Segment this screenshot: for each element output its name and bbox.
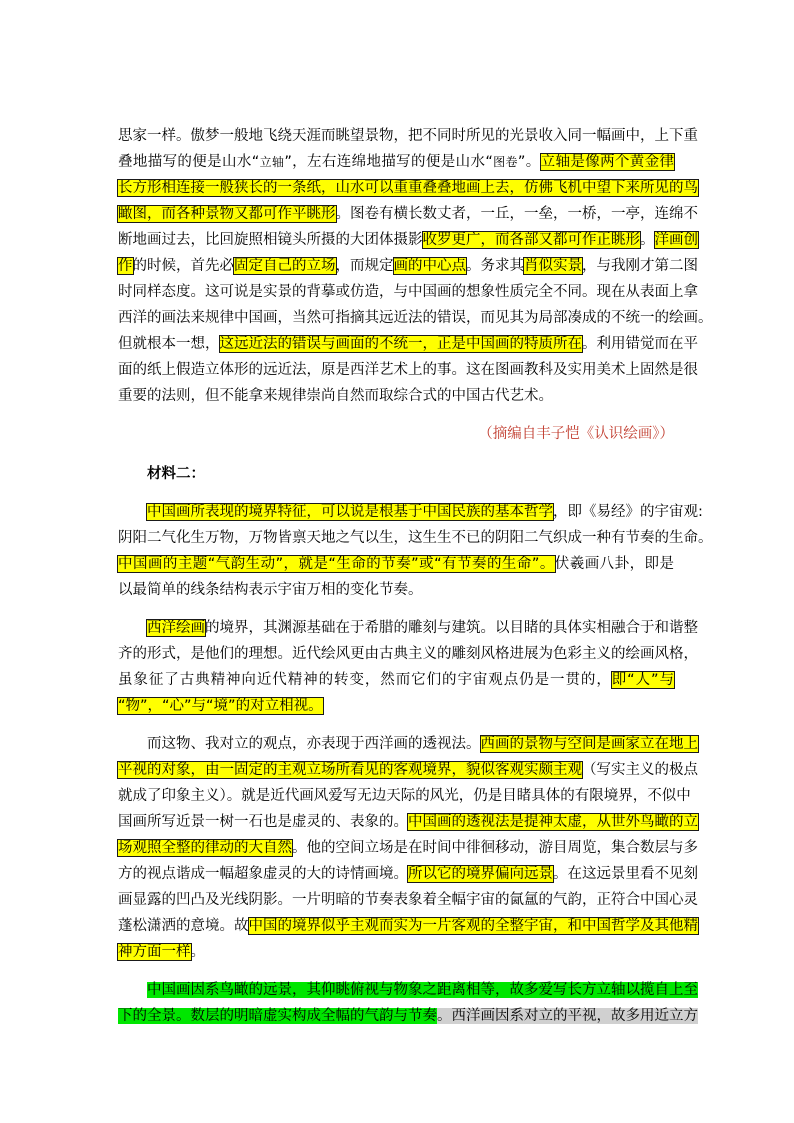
text-line (147, 978, 698, 1002)
highlighted-text: 收罗更广，而各部又都可作正眺形 (422, 232, 640, 248)
text-segment: 。图卷有横长数丈者，一丘，一垒，一桥，一亭，连绵不 (335, 206, 698, 222)
text-segment: 思家一样。傲梦一般地飞绕天涯而眺望景物，把不同时所见的光景收入同一幅画中，上下重 (118, 128, 698, 144)
text-segment: 齐的形式，是他们的理想。近代绘风更由古典主义的雕刻风格进展为色彩主义的绘画风格， (118, 646, 698, 662)
text-segment: 国画所写近景一树一石也是虚灵的、表象的。 (118, 814, 408, 830)
highlighted-text: 作 (118, 258, 133, 274)
text-line (118, 332, 698, 356)
text-segment: 蓬松潇洒的意境。故 (118, 918, 249, 934)
text-line (118, 124, 698, 148)
text-line (118, 280, 698, 304)
text-line (118, 694, 674, 718)
highlighted-text: 中国画因系鸟瞰的远景，其仰眺俯视与物象之距离相等，故多爱写长方立轴以揽自上至 (147, 982, 698, 998)
text-line (118, 526, 713, 550)
text-segment: 阴阳二气化生万物，万物皆禀天地之气以生，这生生不已的阴阳二气织成一种有节奏的生命。 (118, 530, 713, 546)
text-line (118, 228, 698, 252)
text-line (118, 914, 698, 938)
text-segment: 。务求其 (466, 258, 524, 274)
text-segment: 画显露的凹凸及光线阴影。一片明暗的节奏表象着全幅宇宙的氤氲的气韵，正符合中国心灵 (118, 892, 698, 908)
highlighted-text: 中国画的透视法是提神太虚，从世外鸟瞰的立 (408, 814, 698, 830)
text-segment: 虽象征了古典精神向近代精神的转变，然而它们的宇宙观点仍是一贯的， (118, 672, 612, 688)
text-line (118, 784, 691, 808)
text-line (118, 810, 698, 834)
highlighted-text: 肖似实景 (524, 258, 582, 274)
highlighted-text: 固定自己的立场 (234, 258, 336, 274)
text-segment: ，与我刚才第二图 (582, 258, 698, 274)
highlighted-text: 瞰图，而各种景物又都可作平眺形 (118, 206, 336, 222)
text-segment: 时同样态度。这可说是实景的背摹或仿造，与中国画的想象性质完全不同。现在从表面上拿 (118, 284, 698, 300)
highlighted-text: 所以它的境界偏向远景 (408, 866, 553, 882)
text-line (118, 578, 674, 602)
section-heading (147, 462, 674, 486)
text-segment: ，即《易经》的宇宙观: (553, 504, 703, 520)
text-segment: （写实主义的极点 (582, 762, 698, 778)
text-line (147, 616, 698, 640)
text-segment: 。 (640, 232, 655, 248)
highlighted-text: 西洋绘画 (147, 620, 205, 636)
text-line (118, 888, 698, 912)
text-segment: 方的视点谐成一幅超象虚灵的大的诗情画境。 (118, 866, 408, 882)
text-line (118, 176, 698, 200)
text-line (118, 668, 674, 692)
text-line (118, 306, 713, 330)
text-line (118, 758, 698, 782)
text-segment: 的时候，首先必 (132, 258, 234, 274)
text-segment: （摘编自丰子恺《认识绘画》） (478, 426, 674, 442)
highlighted-text: 中国画的主题“气韵生动”，就是“生命的节奏”或“有节奏的生命”。 (118, 556, 555, 572)
text-segment: 图卷 (492, 155, 518, 169)
text-segment: 面的纸上假造立体形的远近法，原是西洋艺术上的事。这在图画教科及实用美术上固然是很 (118, 362, 698, 378)
text-segment: 西洋的画法来规律中国画，当然可指摘其远近法的错误，而见其为局部凑成的不统一的绘画。 (118, 310, 713, 326)
text-segment: 但就根本一想， (118, 336, 220, 352)
text-line (147, 500, 703, 524)
text-segment: ，而规定 (335, 258, 394, 274)
highlighted-text: 画的中心点 (393, 258, 466, 274)
highlighted-text: 洋画创 (654, 232, 698, 248)
highlighted-text: 下的全景。数层的明暗虚实构成全幅的气韵与节奏 (118, 1008, 437, 1024)
highlighted-text: 。西洋画因系对立的平视，故多用近立方 (437, 1008, 698, 1024)
text-segment: 就成了印象主义）。就是近代画风爱写无边天际的风光，仍是目睹具体的有限境界，不似中 (118, 788, 691, 804)
text-segment: 立轴 (259, 155, 285, 169)
text-segment: 而这物、我对立的观点，亦表现于西洋画的透视法。 (147, 736, 481, 752)
text-segment: 。利用错觉而在平 (582, 336, 698, 352)
highlighted-text: 长方形相连接一般狭长的一条纸，山水可以重重叠叠地画上去，仿佛飞机中望下来所见的鸟 (118, 180, 698, 196)
text-line (147, 732, 698, 756)
highlighted-text: 中国的境界似乎主观而实为一片客观的全整宇宙，和中国哲学及其他精 (248, 918, 698, 934)
text-line (118, 254, 698, 278)
text-segment: 叠地描写的便是山水“ (118, 154, 260, 170)
highlighted-text: 立轴是像两个黄金律 (540, 154, 674, 170)
text-segment: 以最简单的线条结构表示宇宙万相的变化节奏。 (118, 582, 423, 598)
highlighted-text: 这远近法的错误与画面的不统一，正是中国画的特质所在 (219, 336, 582, 352)
text-segment: 断地画过去，比回旋照相镜头所摄的大团体摄影 (118, 232, 423, 248)
highlighted-text: 即“人”与 (611, 672, 674, 688)
text-segment: 材料二： (147, 466, 205, 482)
text-line (118, 940, 674, 964)
text-line (118, 836, 698, 860)
highlighted-text: “物”，“心”与“境”的对立相视。 (118, 698, 323, 714)
text-line (118, 358, 698, 382)
text-line (118, 642, 698, 666)
text-segment: 的境界，其渊源基础在于希腊的雕刻与建筑。以目睹的具体实相融合于和谐整 (205, 620, 698, 636)
highlighted-text: 神方面一样 (118, 944, 191, 960)
text-segment: 伏羲画八卦，即是 (554, 556, 674, 572)
highlighted-text: 西画的景物与空间是画家立在地上 (480, 736, 698, 752)
text-line (118, 1004, 698, 1028)
text-segment: ”，左右连绵地描写的便是山水“ (284, 154, 493, 170)
text-segment: 。在这远景里看不见刻 (553, 866, 698, 882)
text-segment: 。 (190, 944, 205, 960)
text-line (118, 862, 698, 886)
text-segment: ”。 (517, 154, 541, 170)
text-line (118, 384, 674, 408)
highlighted-text: 场观照全整的律动的大自然 (118, 840, 292, 856)
text-line (118, 150, 674, 174)
text-segment: 。他的空间立场是在时间中徘徊移动，游目周览，集合数层与多 (292, 840, 698, 856)
text-line (118, 202, 698, 226)
text-line (118, 552, 674, 576)
highlighted-text: 平视的对象，由一固定的主观立场所看见的客观境界，貌似客观实颇主观 (118, 762, 582, 778)
text-segment: 重要的法则，但不能拿来规律崇尚自然而取综合式的中国古代艺术。 (118, 388, 553, 404)
citation (118, 422, 674, 446)
highlighted-text: 中国画所表现的境界特征，可以说是根基于中国民族的基本哲学 (147, 504, 553, 520)
